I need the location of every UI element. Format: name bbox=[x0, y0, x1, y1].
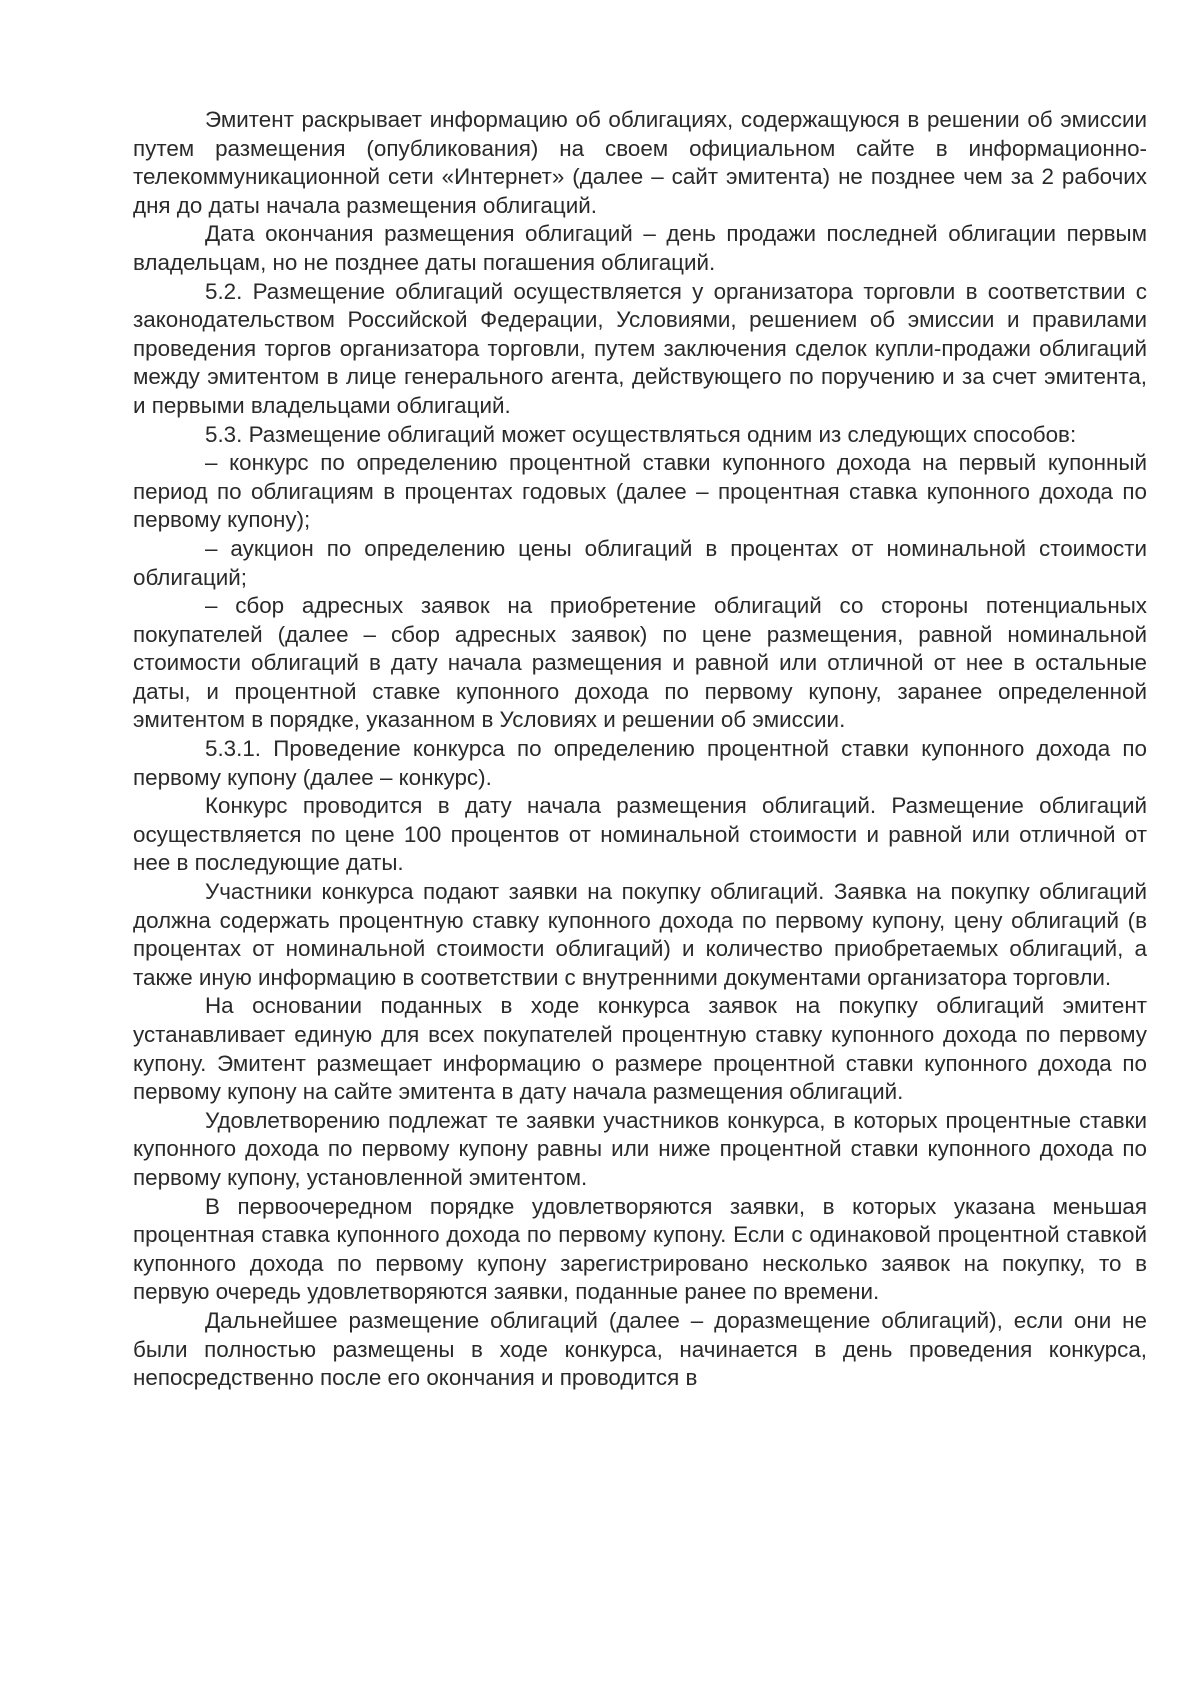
paragraph-rate-setting: На основании поданных в ходе конкурса заявок на покупку облигаций эмитент устанавливает единую для всех покупателей процентную ставку купонного дохода по первому купону. Эмитент размещает информацию о размере процентной ставки купонного дохода по первому купону на сайте эмитента в дату начала размещения облигаций. bbox=[133, 993, 1147, 1105]
list-item-competition: – конкурс по определению процентной ставки купонного дохода на первый купонный период по облигациям в процентах годовых (далее – процентная ставка купонного дохода по первому купону); bbox=[133, 450, 1147, 533]
paragraph-competition-date: Конкурс проводится в дату начала размещения облигаций. Размещение облигаций осуществляется по цене 100 процентов от номинальной стоимости и равной или отличной от нее в последующие даты. bbox=[133, 793, 1147, 876]
paragraph-section-5-2: 5.2. Размещение облигаций осуществляется у организатора торговли в соответствии с законодательством Российской Федерации, Условиями, решением об эмиссии и правилами проведения торгов организатора торговли, путем заключения сделок купли-продажи облигаций между эмитентом в лице генерального агента, действующего по поручению и за счет эмитента, и первыми владельцами облигаций. bbox=[133, 278, 1147, 418]
paragraph-section-5-3: 5.3. Размещение облигаций может осуществляться одним из следующих способов: bbox=[205, 421, 1077, 447]
list-item-book-building: – сбор адресных заявок на приобретение облигаций со стороны потенциальных покупателей (далее – сбор адресных заявок) по цене размещения, равной номинальной стоимости облигаций в дату начала размещения и равной или отличной от нее в остальные даты, и процентной ставке купонного дохода по первому купону, заранее определенной эмитентом в порядке, указанном в Условиях и решении об эмиссии. bbox=[133, 593, 1147, 733]
paragraph-disclosure: Эмитент раскрывает информацию об облигациях, содержащуюся в решении об эмиссии путем размещения (опубликования) на своем официальном сайте в информационно-телекоммуникационной сети «Интернет» (далее – сайт эмитента) не позднее чем за 2 рабочих дня до даты начала размещения облигаций. bbox=[133, 107, 1147, 218]
paragraph-section-5-3-1: 5.3.1. Проведение конкурса по определению процентной ставки купонного дохода по первому купону (далее – конкурс). bbox=[133, 736, 1147, 790]
list-item-auction: – аукцион по определению цены облигаций в процентах от номинальной стоимости облигаций; bbox=[133, 535, 1147, 590]
paragraph-additional-placement: Дальнейшее размещение облигаций (далее – доразмещение облигаций), если они не были полностью размещены в ходе конкурса, начинается в день проведения конкурса, непосредственно после его окончания и проводится в bbox=[133, 1307, 1147, 1391]
paragraph-placement-end-date: Дата окончания размещения облигаций – день продажи последней облигации первым владельцам, но не позднее даты погашения облигаций. bbox=[133, 221, 1147, 275]
paragraph-participant-bids: Участники конкурса подают заявки на покупку облигаций. Заявка на покупку облигаций должна содержать процентную ставку купонного дохода по первому купону, цену облигаций (в процентах от номинальной стоимости облигаций) и количество приобретаемых облигаций, а также иную информацию в соответствии с внутренними документами организатора торговли. bbox=[133, 879, 1147, 990]
document-body bbox=[133, 106, 1147, 1393]
paragraph-bid-satisfaction: Удовлетворению подлежат те заявки участников конкурса, в которых процентные ставки купонного дохода по первому купону равны или ниже процентной ставки купонного дохода по первому купону, установленной эмитентом. bbox=[133, 1107, 1147, 1190]
paragraph-priority-order: В первоочередном порядке удовлетворяются заявки, в которых указана меньшая процентная ставка купонного дохода по первому купону. Если с одинаковой процентной ставкой купонного дохода по первому купону зарегистрировано несколько заявок на покупку, то в первую очередь удовлетворяются заявки, поданные ранее по времени. bbox=[133, 1193, 1147, 1305]
